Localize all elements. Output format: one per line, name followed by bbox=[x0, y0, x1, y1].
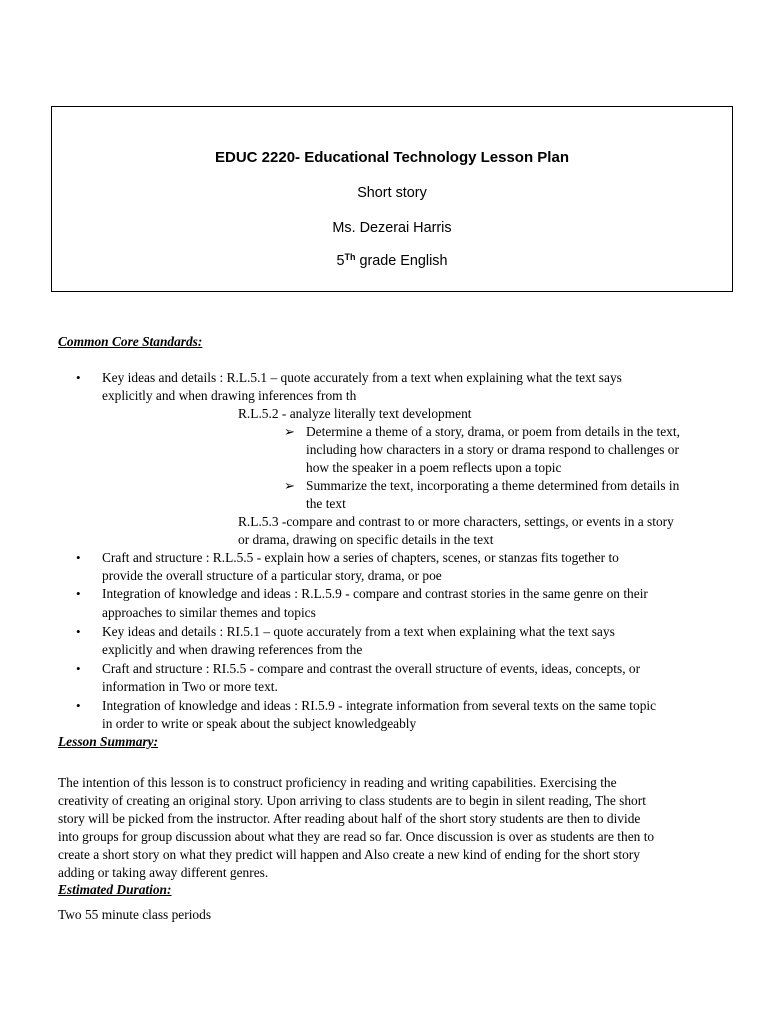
arrow-bullet-icon: ➢ bbox=[284, 478, 295, 493]
standards-line: Key ideas and details : R.L.5.1 – quote accurately from a text when explaining what the text says bbox=[102, 370, 622, 385]
teacher-name: Ms. Dezerai Harris bbox=[332, 220, 452, 236]
bullet-icon: • bbox=[76, 370, 81, 385]
standards-line: Craft and structure : R.L.5.5 - explain how a series of chapters, scenes, or stanzas fits together to bbox=[102, 550, 619, 565]
bullet-icon: • bbox=[76, 586, 81, 601]
standards-line: Summarize the text, incorporating a theme determined from details in bbox=[306, 478, 680, 493]
bullet-icon: • bbox=[76, 550, 81, 565]
standards-line: R.L.5.2 - analyze literally text development bbox=[238, 406, 472, 421]
standards-line: explicitly and when drawing references from the bbox=[102, 642, 363, 657]
standards-line: information in Two or more text. bbox=[102, 679, 278, 694]
lesson-title: EDUC 2220- Educational Technology Lesson Plan bbox=[215, 149, 569, 166]
standards-line: or drama, drawing on specific details in the text bbox=[238, 532, 494, 547]
standards-line: the text bbox=[306, 496, 346, 511]
standards-line: R.L.5.3 -compare and contrast to or more characters, settings, or events in a story bbox=[238, 514, 674, 529]
lesson-subtitle: Short story bbox=[357, 185, 427, 201]
summary-heading: Lesson Summary: bbox=[58, 734, 159, 749]
standards-line: how the speaker in a poem reflects upon a topic bbox=[306, 460, 562, 475]
summary-line: The intention of this lesson is to construct proficiency in reading and writing capabilities. Exercising the bbox=[58, 775, 617, 790]
duration-text: Two 55 minute class periods bbox=[58, 907, 212, 922]
standards-line: Determine a theme of a story, drama, or poem from details in the text, bbox=[306, 424, 680, 439]
summary-line: story will be picked from the instructor. After reading about half of the short story students are then to divide bbox=[58, 811, 641, 826]
lesson-header-box bbox=[51, 106, 733, 292]
duration-heading: Estimated Duration: bbox=[58, 882, 172, 897]
summary-line: create a short story on what they predict will happen and Also create a new kind of ending for the short story bbox=[58, 847, 640, 862]
bullet-icon: • bbox=[76, 698, 81, 713]
summary-line: adding or taking away different genres. bbox=[58, 865, 269, 880]
standards-line: Craft and structure : RI.5.5 - compare and contrast the overall structure of events, ideas, concepts, or bbox=[102, 661, 641, 676]
grade-rest: grade English bbox=[355, 253, 448, 269]
standards-line: including how characters in a story or drama respond to challenges or bbox=[306, 442, 679, 457]
standards-line: provide the overall structure of a particular story, drama, or poe bbox=[102, 568, 442, 583]
standards-line: explicitly and when drawing inferences from th bbox=[102, 388, 357, 403]
summary-line: creativity of creating an original story. Upon arriving to class students are to begin in silent reading, The short bbox=[58, 793, 646, 808]
standards-line: Integration of knowledge and ideas : RI.5.9 - integrate information from several texts on the same topic bbox=[102, 698, 657, 713]
standards-line: Integration of knowledge and ideas : R.L.5.9 - compare and contrast stories in the same genre on their bbox=[102, 586, 648, 601]
grade-superscript: Th bbox=[344, 252, 356, 262]
grade-number: 5 bbox=[336, 253, 345, 269]
bullet-icon: • bbox=[76, 661, 81, 676]
summary-line: into groups for group discussion about what they are read so far. Once discussion is over as students are then to bbox=[58, 829, 655, 844]
standards-heading: Common Core Standards: bbox=[58, 334, 203, 349]
bullet-icon: • bbox=[76, 624, 81, 639]
grade-level bbox=[52, 252, 732, 270]
standards-line: Key ideas and details : RI.5.1 – quote accurately from a text when explaining what the text says bbox=[102, 624, 615, 639]
standards-line: in order to write or speak about the subject knowledgeably bbox=[102, 716, 417, 731]
standards-line: approaches to similar themes and topics bbox=[102, 605, 316, 620]
arrow-bullet-icon: ➢ bbox=[284, 424, 295, 439]
